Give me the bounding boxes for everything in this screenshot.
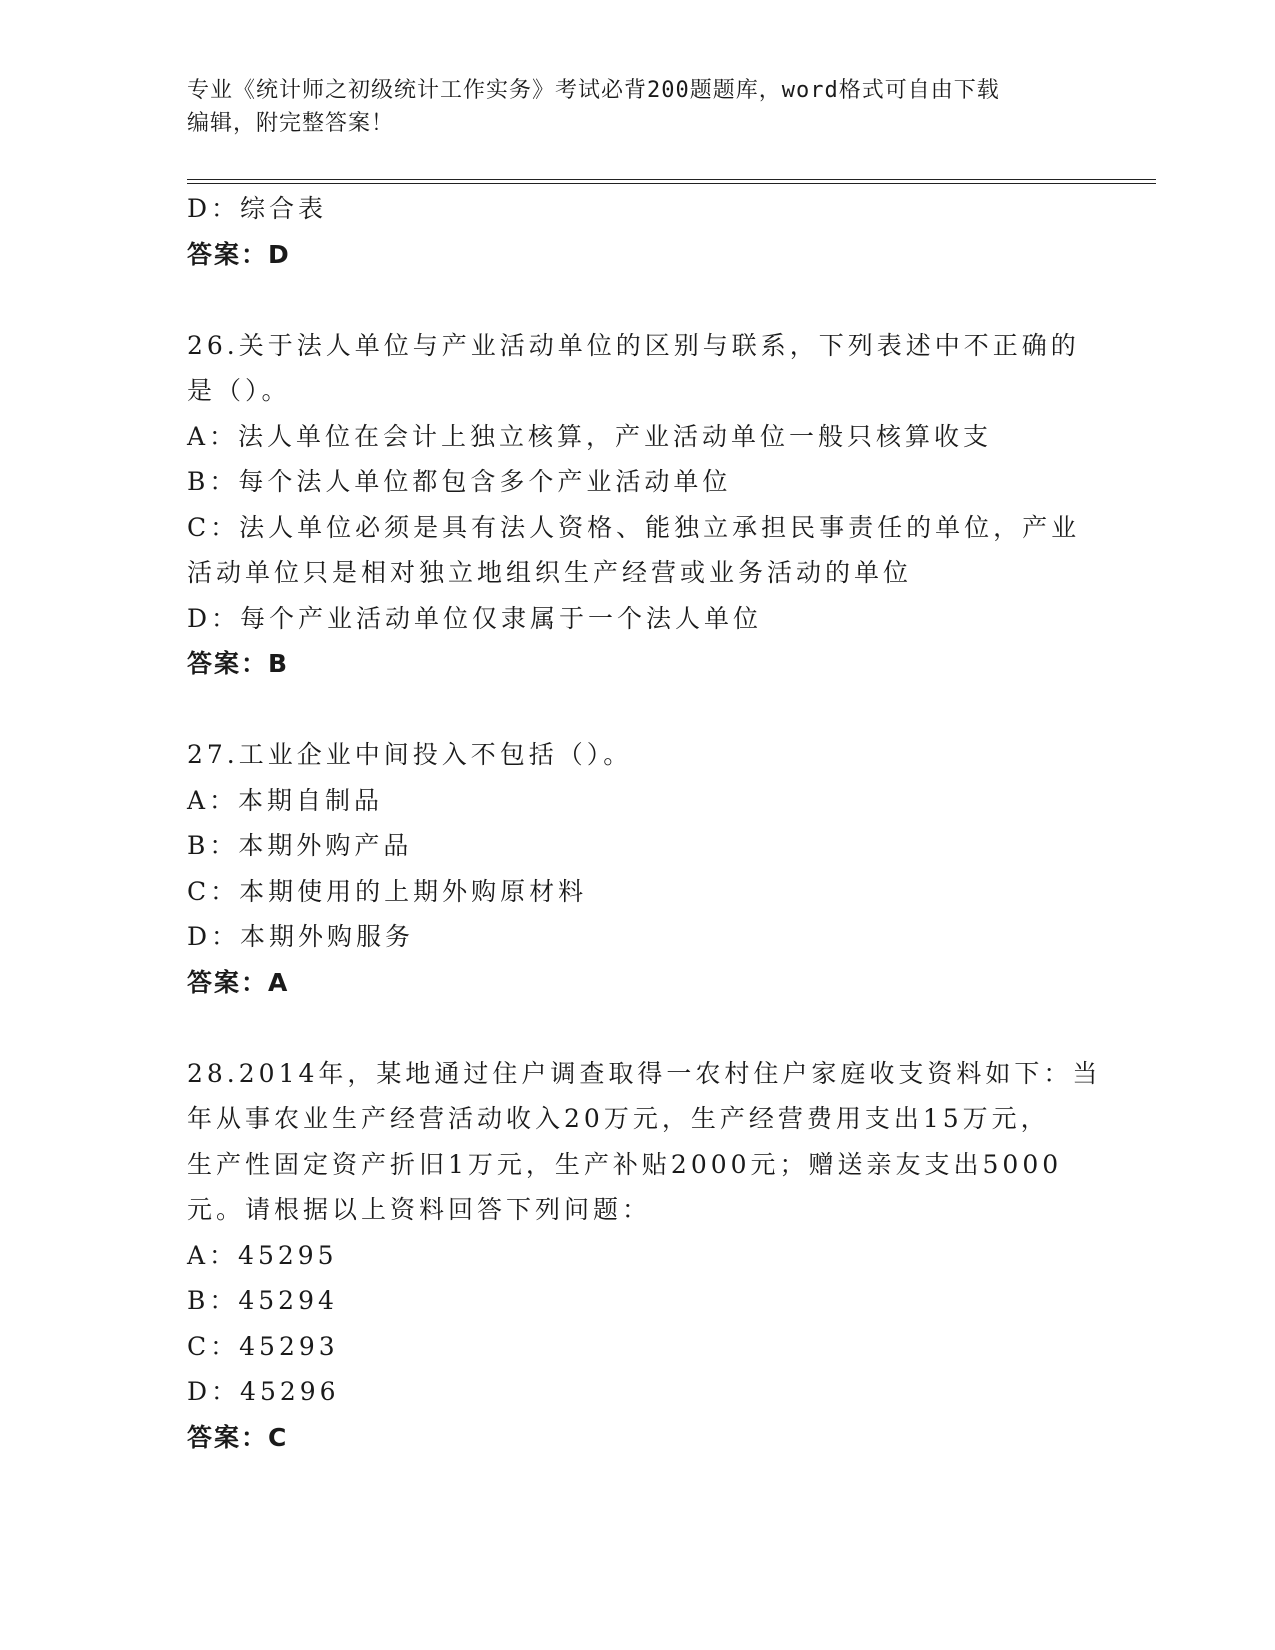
question-27: [187, 732, 1187, 1005]
option-b: B：本期外购产品: [187, 831, 413, 860]
option-d: D：45296: [187, 1377, 340, 1406]
question-stem-continued: 生产性固定资产折旧1万元，生产补贴2000元；赠送亲友支出5000: [187, 1149, 1063, 1179]
option-b: B：每个法人单位都包含多个产业活动单位: [187, 467, 732, 496]
question-28: [187, 1051, 1187, 1461]
header-line-1: 专业《统计师之初级统计工作实务》考试必背200题题库，word格式可自由下载: [187, 78, 1000, 103]
option-b: B：45294: [187, 1286, 338, 1315]
option-c: C：45293: [187, 1331, 339, 1361]
option-c: C：本期使用的上期外购原材料: [187, 876, 588, 906]
option-c: C：法人单位必须是具有法人资格、能独立承担民事责任的单位，产业: [187, 512, 1081, 542]
question-stem: 26.关于法人单位与产业活动单位的区别与联系，下列表述中不正确的: [187, 330, 1080, 360]
answer-line: 答案：D: [187, 239, 291, 269]
option-d: D：综合表: [187, 194, 328, 223]
header-line-2: 编辑，附完整答案！: [187, 111, 395, 136]
option-a: A：法人单位在会计上独立核算，产业活动单位一般只核算收支: [187, 421, 993, 451]
question-stem-continued: 年从事农业生产经营活动收入20万元，生产经营费用支出15万元，: [187, 1104, 1050, 1133]
document-header: [187, 74, 1087, 140]
option-a: A：本期自制品: [187, 785, 384, 815]
header-divider-top: [187, 179, 1156, 180]
previous-question-tail: [187, 186, 1187, 277]
spacer: [187, 687, 1187, 733]
answer-line: 答案：B: [187, 649, 290, 678]
header-divider-bottom: [187, 183, 1156, 184]
answer-line: 答案：C: [187, 1422, 289, 1452]
option-d: D：每个产业活动单位仅隶属于一个法人单位: [187, 603, 763, 633]
option-a: A：45295: [187, 1240, 338, 1270]
spacer: [187, 1005, 1187, 1051]
question-stem: 27.工业企业中间投入不包括（）。: [187, 740, 633, 769]
spacer: [187, 277, 1187, 323]
option-c-continued: 活动单位只是相对独立地组织生产经营或业务活动的单位: [187, 558, 913, 587]
answer-line: 答案：A: [187, 967, 290, 997]
question-list: [187, 186, 1187, 1460]
question-stem-continued: 元。请根据以上资料回答下列问题：: [187, 1195, 652, 1224]
option-d: D：本期外购服务: [187, 922, 415, 951]
question-stem: 28.2014年，某地通过住户调查取得一农村住户家庭收支资料如下：当: [187, 1058, 1102, 1088]
question-stem-continued: 是（）。: [187, 376, 291, 405]
question-26: [187, 323, 1187, 687]
